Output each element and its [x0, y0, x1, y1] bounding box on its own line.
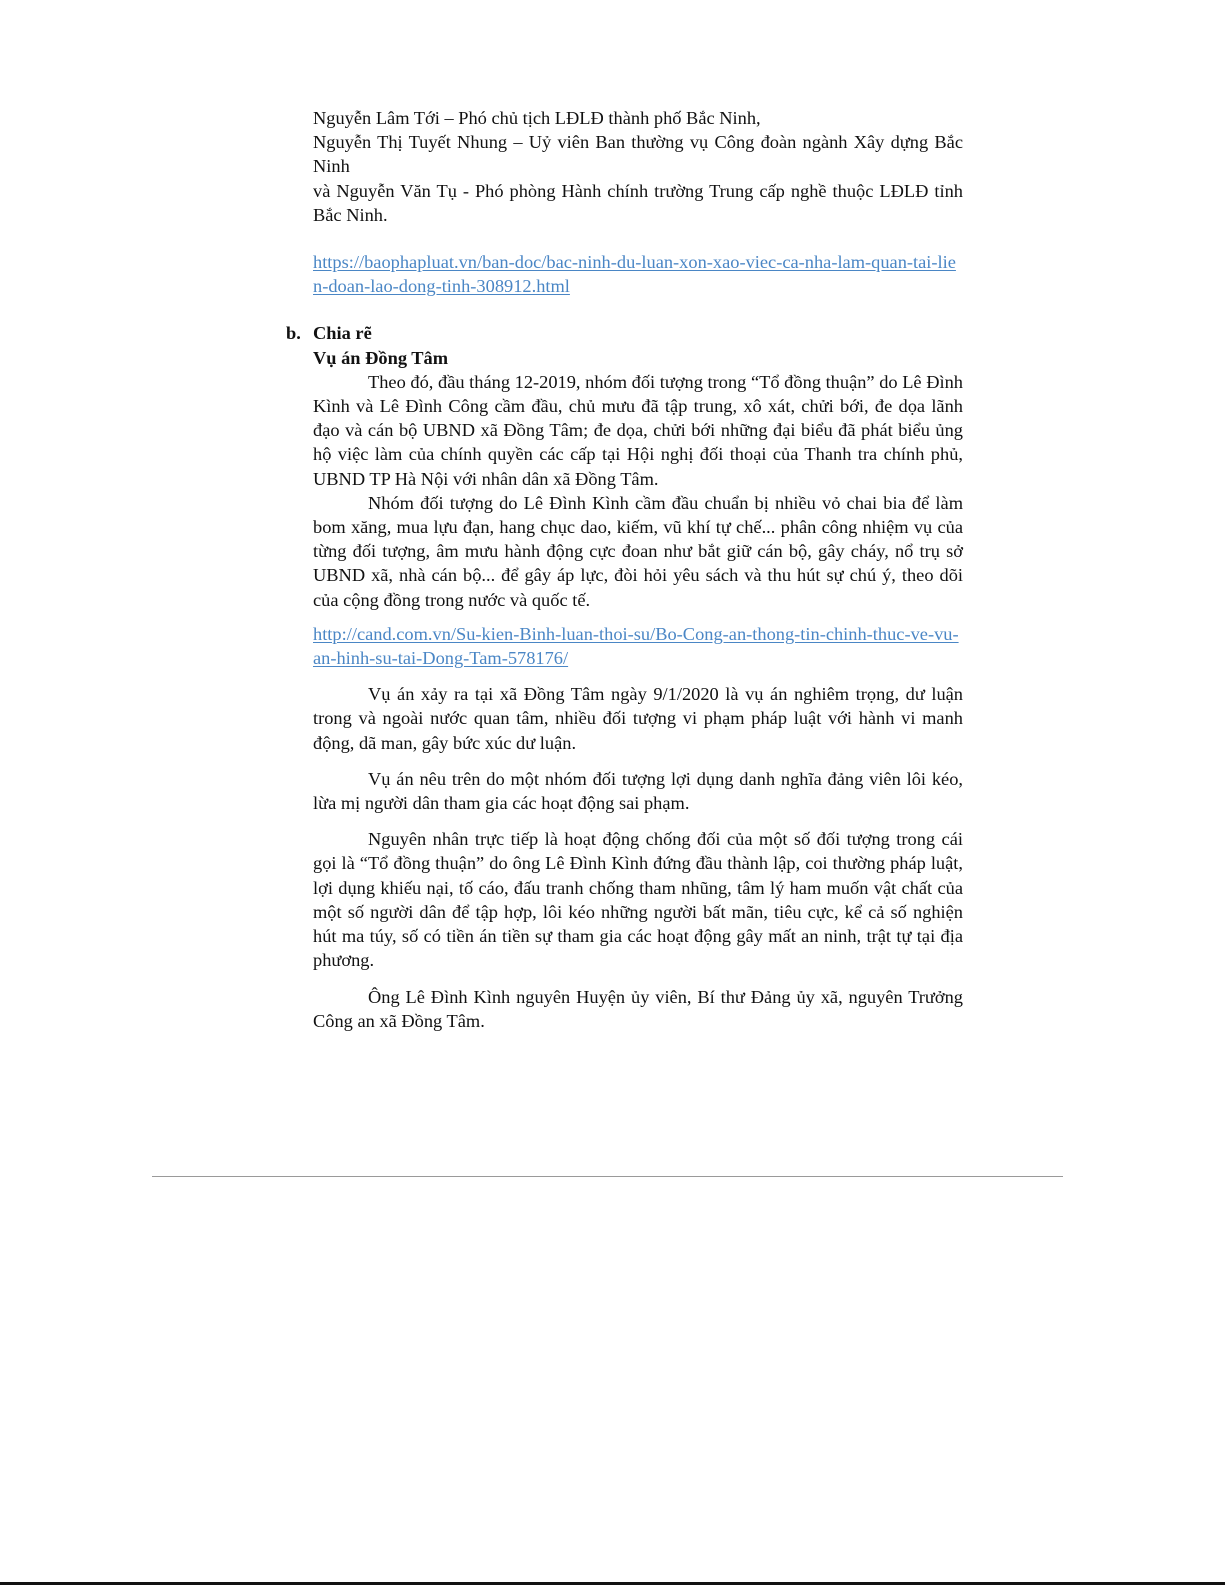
intro-line-3: và Nguyễn Văn Tụ - Phó phòng Hành chính trường Trung cấp nghề thuộc LĐLĐ tỉnh Bắc Ninh. — [313, 180, 963, 225]
section-heading — [286, 321, 963, 345]
paragraph-b-2: Vụ án nêu trên do một nhóm đối tượng lợi dụng danh nghĩa đảng viên lôi kéo, lừa mị người dân tham gia các hoạt động sai phạm. — [313, 768, 963, 814]
section-subtitle: Vụ án Đồng Tâm — [313, 347, 449, 368]
source-link-cand[interactable]: http://cand.com.vn/Su-kien-Binh-luan-thoi-su/Bo-Cong-an-thong-tin-chinh-thuc-ve-vu-an-hinh-su-tai-Dong-Tam-578176/ — [313, 623, 959, 669]
paragraph-a-1: Theo đó, đầu tháng 12-2019, nhóm đối tượng trong “Tổ đồng thuận” do Lê Đình Kình và Lê Đình Công cầm đầu, chủ mưu đã tập trung, xô xát, chửi bới, đe dọa lãnh đạo và cán bộ UBND xã Đồng Tâm; đe dọa, chửi bới những đại biểu đã phát biểu ủng hộ việc làm của chính quyền các cấp tại Hội nghị đối thoại của Thanh tra chính phủ, UBND TP Hà Nội với nhân dân xã Đồng Tâm. — [313, 371, 963, 489]
intro-line-2: Nguyễn Thị Tuyết Nhung – Uỷ viên Ban thường vụ Công đoàn ngành Xây dựng Bắc Ninh — [313, 132, 963, 177]
intro-line-1: Nguyễn Lâm Tới – Phó chủ tịch LĐLĐ thành phố Bắc Ninh, — [313, 108, 761, 128]
paragraph-b-3: Nguyên nhân trực tiếp là hoạt động chống đối của một số đối tượng trong cái gọi là “Tổ đồng thuận” do ông Lê Đình Kình đứng đầu thành lập, coi thường pháp luật, lợi dụng khiếu nại, tố cáo, đấu tranh chống tham nhũng, tâm lý ham muốn vật chất của một số người dân để tập hợp, lôi kéo những người bất mãn, tiêu cực, kể cả số nghiện hút ma túy, số có tiền án tiền sự tham gia các hoạt động gây mất an ninh, trật tự tại địa phương. — [313, 829, 963, 971]
paragraph-b-4: Ông Lê Đình Kình nguyên Huyện ủy viên, Bí thư Đảng ủy xã, nguyên Trưởng Công an xã Đồng Tâm. — [313, 986, 963, 1031]
page-divider — [152, 1176, 1063, 1177]
section-marker: b. — [286, 323, 301, 344]
paragraph-a-2: Nhóm đối tượng do Lê Đình Kình cầm đầu chuẩn bị nhiều vỏ chai bia để làm bom xăng, mua lựu đạn, hang chục dao, kiếm, vũ khí tự chế... phân công nhiệm vụ của từng đối tượng, âm mưu hành động cực đoan như bắt giữ cán bộ, gây cháy, nổ trụ sở UBND xã, nhà cán bộ... để gây áp lực, đòi hỏi yêu sách và thu hút sự chú ý, theo dõi của cộng đồng trong nước và quốc tế. — [313, 492, 963, 610]
source-link-baophapluat[interactable]: https://baophapluat.vn/ban-doc/bac-ninh-du-luan-xon-xao-viec-ca-nha-lam-quan-tai-lien-doan-lao-dong-tinh-308912.html — [313, 252, 956, 297]
document-body — [286, 106, 963, 1033]
section-title: Chia rẽ — [313, 323, 372, 344]
paragraph-b-1: Vụ án xảy ra tại xã Đồng Tâm ngày 9/1/2020 là vụ án nghiêm trọng, dư luận trong và ngoài nước quan tâm, nhiều đối tượng vi phạm pháp luật với hành vi manh động, dã man, gây bức xúc dư luận. — [313, 684, 963, 753]
